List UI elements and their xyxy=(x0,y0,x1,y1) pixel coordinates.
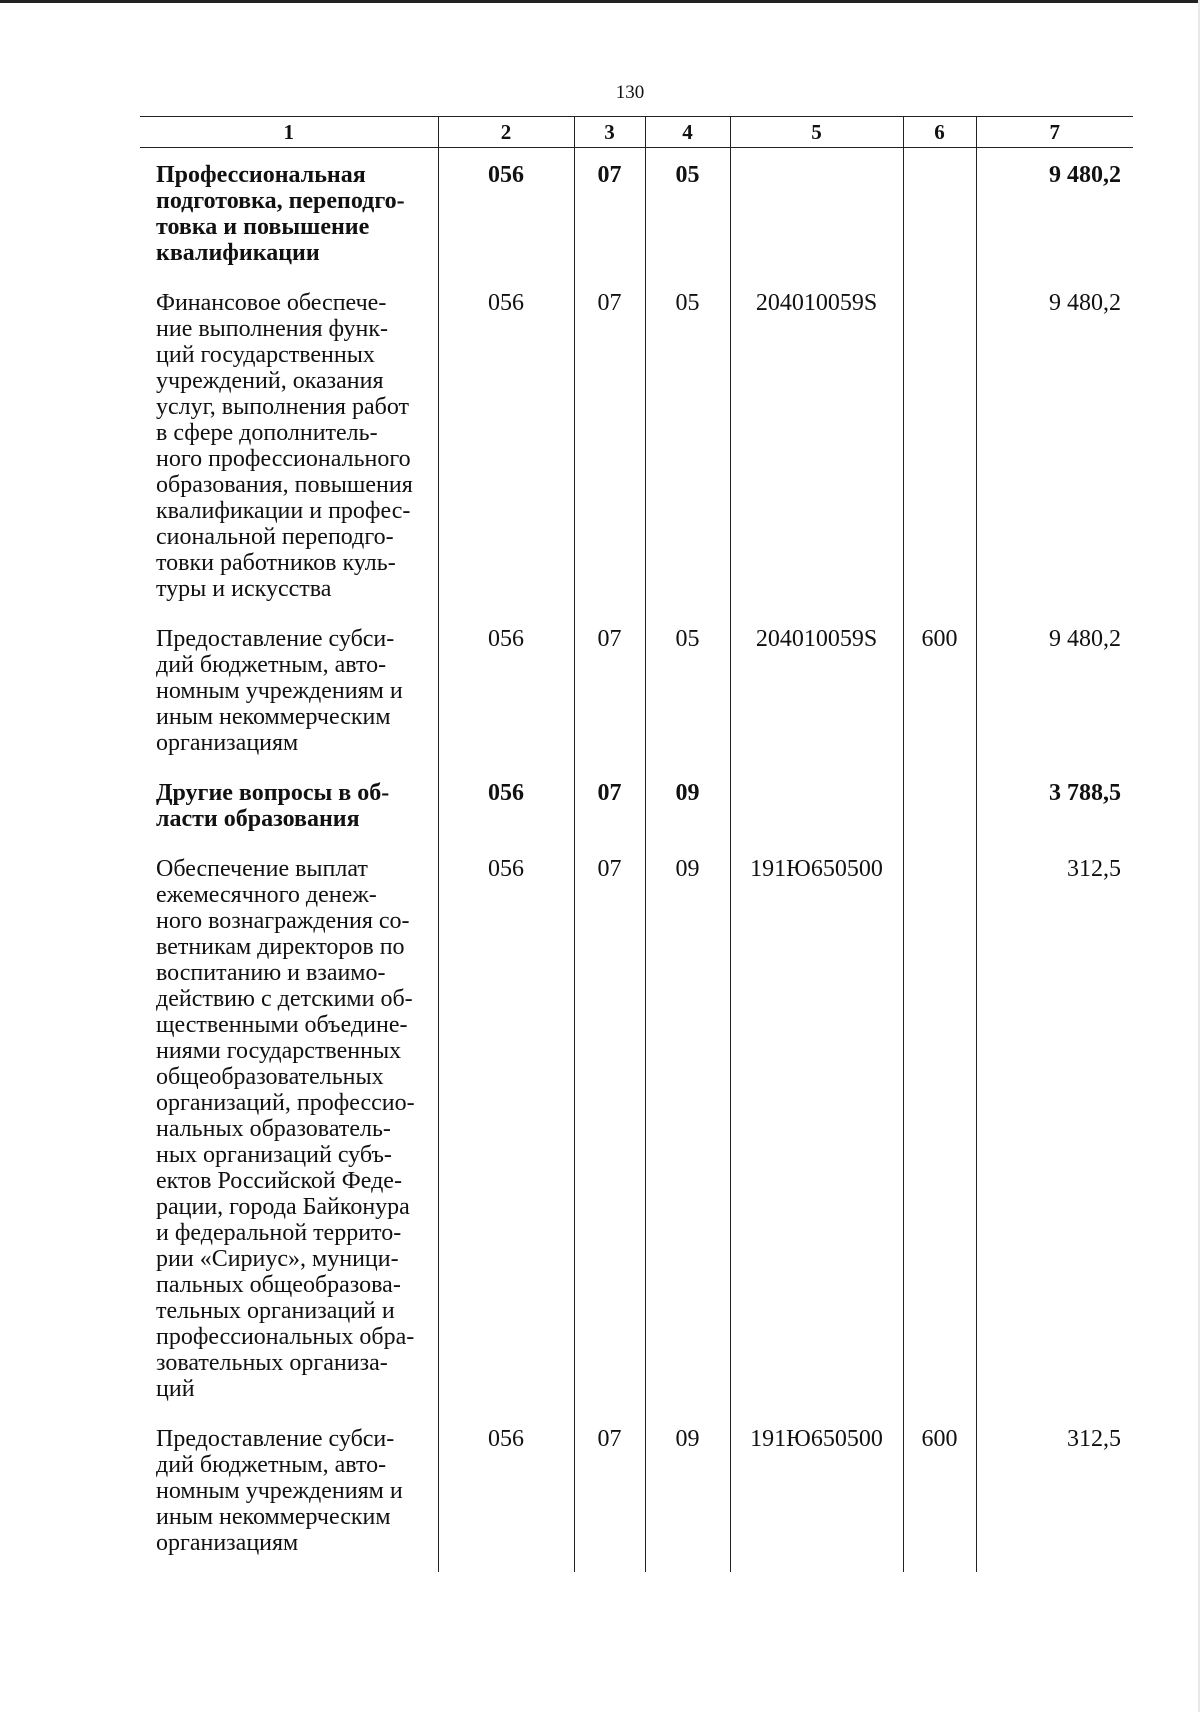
cell-target-article-code: 191Ю650500 xyxy=(730,842,903,1412)
description-line: общеобразовательных xyxy=(156,1064,384,1090)
cell-subsection-code: 05 xyxy=(645,276,730,612)
description-line: дий бюджетным, авто- xyxy=(156,1452,387,1478)
description-line: подготовка, переподго- xyxy=(156,188,405,214)
cell-subsection-code: 05 xyxy=(645,612,730,766)
description-line: организаций, профессио- xyxy=(156,1090,415,1116)
table-row xyxy=(140,612,1133,766)
description-line: Предоставление субси- xyxy=(156,626,395,652)
scan-top-edge xyxy=(0,0,1200,3)
cell-subsection-code: 09 xyxy=(645,1412,730,1572)
header-col-3: 3 xyxy=(574,117,645,148)
cell-expense-type-code: 600 xyxy=(903,612,976,766)
header-col-2: 2 xyxy=(438,117,574,148)
table-row xyxy=(140,148,1133,277)
header-col-4: 4 xyxy=(645,117,730,148)
description-line: номным учреждениям и xyxy=(156,1478,403,1504)
budget-table xyxy=(140,116,1133,1572)
description-line: ласти образования xyxy=(156,806,360,832)
description-line: ций государственных xyxy=(156,342,375,368)
cell-section-code: 07 xyxy=(574,842,645,1412)
description-line: ние выполнения функ- xyxy=(156,316,388,342)
description-line: Финансовое обеспече- xyxy=(156,290,387,316)
cell-amount: 312,5 xyxy=(976,1412,1133,1572)
description-line: ных организаций субъ- xyxy=(156,1142,392,1168)
description-line: ниями государственных xyxy=(156,1038,402,1064)
cell-subsection-code: 09 xyxy=(645,842,730,1412)
description-line: щественными объедине- xyxy=(156,1012,408,1038)
cell-expense-type-code xyxy=(903,276,976,612)
table-row xyxy=(140,842,1133,1412)
header-col-1: 1 xyxy=(140,117,438,148)
description-line: ежемесячного денеж- xyxy=(156,882,377,908)
cell-target-article-code: 204010059S xyxy=(730,612,903,766)
description-line: и федеральной террито- xyxy=(156,1220,402,1246)
description-line: туры и искусства xyxy=(156,576,332,602)
description-line: ного профессионального xyxy=(156,446,411,472)
page-number: 130 xyxy=(615,82,645,103)
table-body xyxy=(140,148,1133,1573)
row-description xyxy=(140,612,438,766)
table-row xyxy=(140,276,1133,612)
description-line: Предоставление субси- xyxy=(156,1426,395,1452)
description-line: Обеспечение выплат xyxy=(156,856,368,882)
table-row xyxy=(140,766,1133,842)
description-line: организациям xyxy=(156,1530,299,1556)
description-line: Профессиональная xyxy=(156,162,366,188)
description-line: рии «Сириус», муници- xyxy=(156,1246,399,1272)
description-line: организациям xyxy=(156,730,299,756)
description-line: профессиональных обра- xyxy=(156,1324,415,1350)
cell-amount: 312,5 xyxy=(976,842,1133,1412)
description-line: ного вознаграждения со- xyxy=(156,908,410,934)
description-line: воспитанию и взаимо- xyxy=(156,960,386,986)
description-line: пальных общеобразова- xyxy=(156,1272,401,1298)
cell-amount: 9 480,2 xyxy=(976,276,1133,612)
cell-subsection-code: 09 xyxy=(645,766,730,842)
description-line: в сфере дополнитель- xyxy=(156,420,378,446)
description-line: ветникам директоров по xyxy=(156,934,405,960)
description-line: сиональной переподго- xyxy=(156,524,394,550)
description-line: товки работников куль- xyxy=(156,550,396,576)
description-line: тельных организаций и xyxy=(156,1298,395,1324)
cell-section-code: 07 xyxy=(574,766,645,842)
cell-ministry-code: 056 xyxy=(438,766,574,842)
description-line: товка и повышение xyxy=(156,214,370,240)
cell-section-code: 07 xyxy=(574,148,645,277)
cell-ministry-code: 056 xyxy=(438,842,574,1412)
description-line: услуг, выполнения работ xyxy=(156,394,409,420)
row-description xyxy=(140,1412,438,1572)
cell-expense-type-code xyxy=(903,148,976,277)
cell-ministry-code: 056 xyxy=(438,1412,574,1572)
description-line: зовательных организа- xyxy=(156,1350,388,1376)
cell-subsection-code: 05 xyxy=(645,148,730,277)
description-line: ций xyxy=(156,1376,195,1402)
row-description xyxy=(140,148,438,277)
cell-target-article-code: 204010059S xyxy=(730,276,903,612)
description-line: Другие вопросы в об- xyxy=(156,780,390,806)
cell-amount: 9 480,2 xyxy=(976,148,1133,277)
cell-ministry-code: 056 xyxy=(438,148,574,277)
description-line: учреждений, оказания xyxy=(156,368,384,394)
cell-ministry-code: 056 xyxy=(438,276,574,612)
cell-expense-type-code: 600 xyxy=(903,1412,976,1572)
description-line: рации, города Байконура xyxy=(156,1194,410,1220)
description-line: иным некоммерческим xyxy=(156,1504,391,1530)
description-line: квалификации xyxy=(156,240,320,266)
table-header-row xyxy=(140,117,1133,148)
description-line: иным некоммерческим xyxy=(156,704,391,730)
description-line: номным учреждениям и xyxy=(156,678,403,704)
description-line: действию с детскими об- xyxy=(156,986,413,1012)
description-line: образования, повышения xyxy=(156,472,413,498)
description-line: ектов Российской Феде- xyxy=(156,1168,402,1194)
table-row xyxy=(140,1412,1133,1572)
description-line: нальных образователь- xyxy=(156,1116,391,1142)
description-line: квалификации и профес- xyxy=(156,498,411,524)
cell-amount: 3 788,5 xyxy=(976,766,1133,842)
cell-target-article-code: 191Ю650500 xyxy=(730,1412,903,1572)
cell-target-article-code xyxy=(730,148,903,277)
cell-amount: 9 480,2 xyxy=(976,612,1133,766)
cell-ministry-code: 056 xyxy=(438,612,574,766)
header-col-7: 7 xyxy=(976,117,1133,148)
description-line: дий бюджетным, авто- xyxy=(156,652,387,678)
cell-section-code: 07 xyxy=(574,1412,645,1572)
cell-section-code: 07 xyxy=(574,612,645,766)
row-description xyxy=(140,766,438,842)
header-col-6: 6 xyxy=(903,117,976,148)
cell-section-code: 07 xyxy=(574,276,645,612)
row-description xyxy=(140,842,438,1412)
cell-expense-type-code xyxy=(903,842,976,1412)
header-col-5: 5 xyxy=(730,117,903,148)
cell-expense-type-code xyxy=(903,766,976,842)
cell-target-article-code xyxy=(730,766,903,842)
row-description xyxy=(140,276,438,612)
